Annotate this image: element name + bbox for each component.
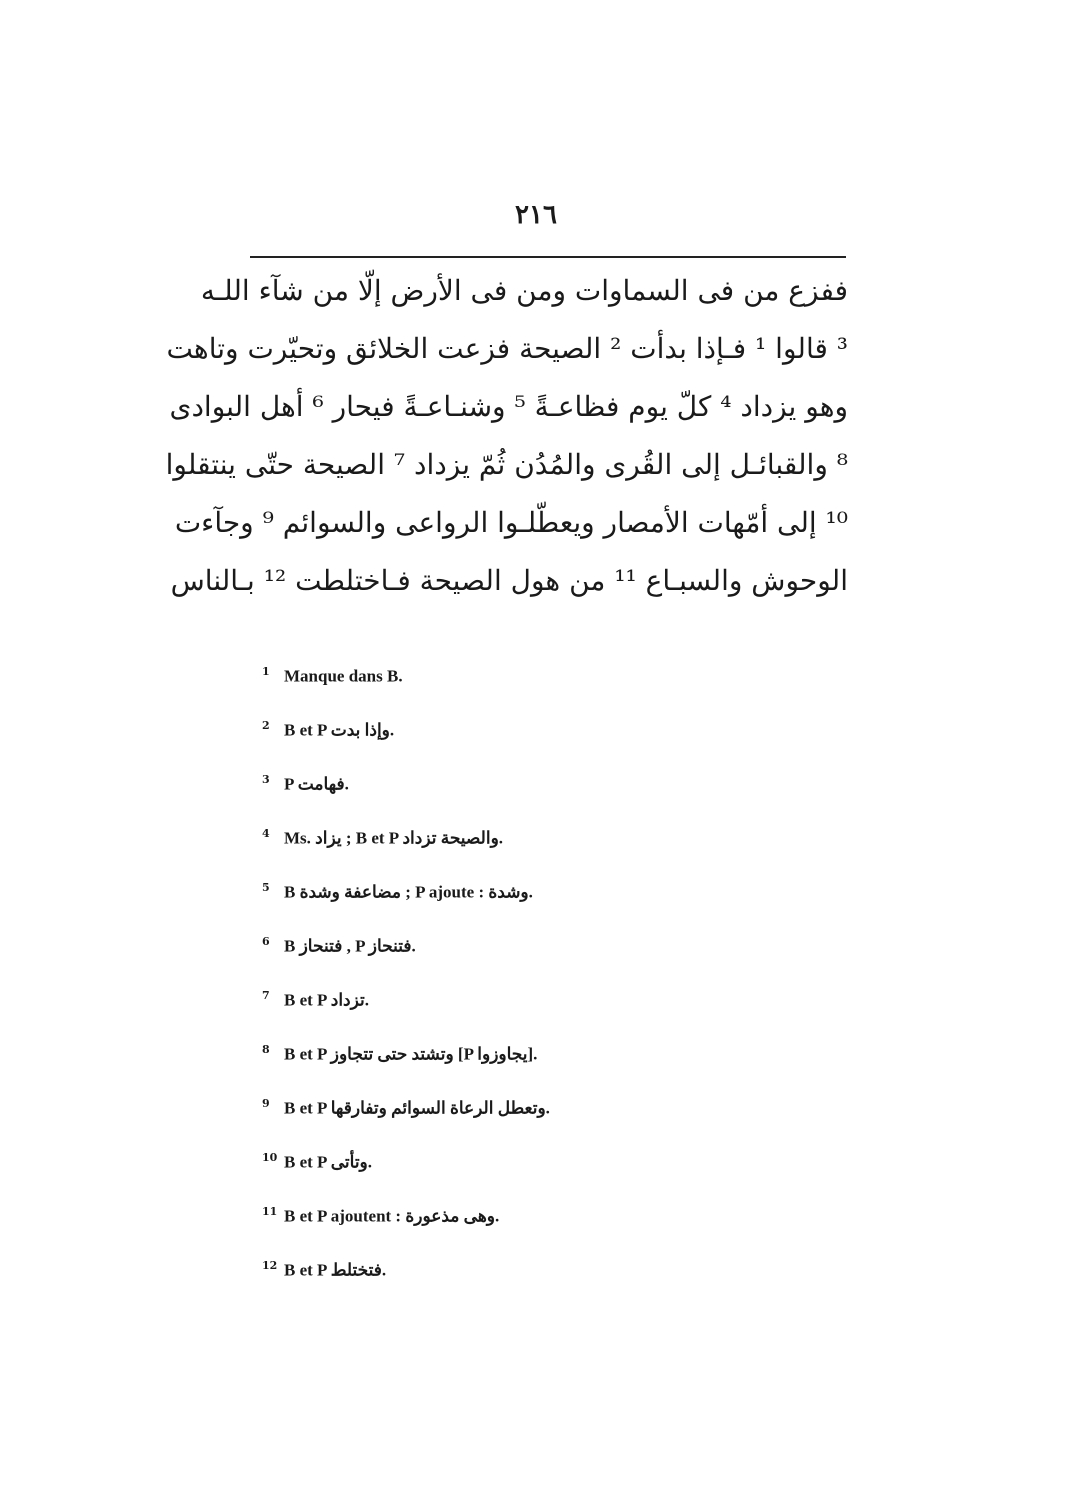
footnote — [262, 1246, 822, 1300]
footnote — [262, 706, 822, 760]
text-line: ¹⁰ إلى أمّهات الأمصار ويعطّلـوا الرواعى والسوائم ⁹ وجآءت — [174, 506, 848, 539]
footnote — [262, 868, 822, 922]
footnote-mark: 10 — [262, 1151, 278, 1164]
footnote — [262, 760, 822, 814]
footnote-text: Ms. يزاد ; B et P والصيحة تزداد. — [284, 828, 504, 848]
footnote — [262, 1138, 822, 1192]
footnote — [262, 1192, 822, 1246]
header-rule — [250, 256, 846, 258]
footnote-mark: 1 — [262, 665, 270, 678]
footnote-mark: 2 — [262, 719, 270, 732]
footnote-mark: 4 — [262, 827, 270, 840]
footnote — [262, 976, 822, 1030]
footnote-text: B et P وتعطل الرعاة السوائم وتفارقها. — [284, 1098, 550, 1118]
footnote-text: B et P وتأتى. — [284, 1152, 373, 1172]
footnote-mark: 9 — [262, 1097, 270, 1110]
footnote-mark: 3 — [262, 773, 270, 786]
page-number: ٢١٦ — [515, 200, 557, 230]
main-text — [165, 262, 848, 610]
text-line: ³ قالوا ¹ فـإذا بدأت ² الصيحة فزعت الخلائق وتحيّرت وتاهت — [166, 332, 848, 365]
text-line: الوحوش والسبـاع ¹¹ من هول الصيحة فـاختلطت ¹² بـالناس — [170, 564, 848, 597]
footnote — [262, 814, 822, 868]
footnote-text: B et P ajoutent : وهى مذعورة. — [284, 1206, 500, 1226]
footnote — [262, 652, 822, 706]
text-line: ففزع من فى السماوات ومن فى الأرض إلّا من شآء اللـه — [200, 274, 848, 307]
footnote-mark: 5 — [262, 881, 270, 894]
footnotes — [262, 652, 822, 1300]
footnote-text: B et P وتشتد حتى تتجاوز [P يجاوزوا]. — [284, 1044, 538, 1064]
footnote — [262, 1030, 822, 1084]
footnote-mark: 7 — [262, 989, 270, 1002]
footnote-mark: 11 — [262, 1205, 278, 1218]
footnote-text: B فتنحاز , P فتنحاز. — [284, 936, 416, 956]
footnote-mark: 6 — [262, 935, 270, 948]
footnote-mark: 8 — [262, 1043, 270, 1056]
footnote — [262, 1084, 822, 1138]
footnote — [262, 922, 822, 976]
footnote-text: Manque dans B. — [284, 666, 403, 686]
footnote-text: B مضاعفة وشدة ; P ajoute : وشدة. — [284, 882, 533, 902]
footnote-text: B et P فتختلط. — [284, 1260, 387, 1280]
footnote-mark: 12 — [262, 1259, 278, 1272]
footnote-text: P فهامت. — [284, 774, 349, 794]
footnote-text: B et P تزداد. — [284, 990, 369, 1010]
footnote-text: B et P وإذا بدت. — [284, 720, 395, 740]
text-line: ⁸ والقبائـل إلى القُرى والمُدُن ثُمّ يزداد ⁷ الصيحة حتّى ينتقلوا — [165, 448, 848, 481]
text-line: وهو يزداد ⁴ كلّ يوم فظاعـةً ⁵ وشنـاعـةً فيحار ⁶ أهل البوادى — [169, 390, 848, 423]
